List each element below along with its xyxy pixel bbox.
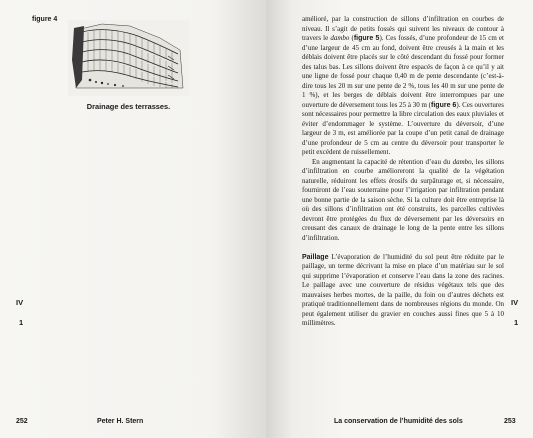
figure-label: figure 4 (32, 16, 58, 23)
terrace-drawing (68, 20, 189, 96)
figure-reference: figure 6 (431, 101, 457, 109)
paragraph-text: amélioré, par la construction de sillons d’infiltration en courbes de niveau. Il s’agit de petits fossés qui suivent les niveaux de contour à travers le (302, 15, 504, 42)
paragraph-text: ). Ces fossés, d’une profondeur de 15 cm et d’une largeur de 45 cm au fond, doivent être creusés à la main et les déblais doivent être placés sur le côté descendant du fossé pour former des talus bas. Les sillons doivent être espacés de façon à ce qu’il y ait une ligne de fossé pour chaque 0,40 m de pente descendante (c’est-à-dire tous les 20 m sur une pente de 2 %, tous les 40 m sur une pente de 1 %), et les berges de déblais doivent être interrompues par une ouverture de déversement tous les 25 à 30 m ( (302, 34, 504, 109)
paragraph-paillage (302, 253, 504, 329)
figure-caption: Drainage des terrasses. (86, 102, 171, 111)
paragraph-text: ). Ces ouvertures sont nécessaires pour permettre la libre circulation des eaux pluviales et éviter d’endommager le système. L’ouverture du déversoir, d’une largeur de 3 m, est améliorée par la coupe d’un petit canal de drainage d’une profondeur de 5 cm au centre du déversoir pour transporter le petit excédent de ruissellement. (302, 100, 504, 156)
run-in-heading: Paillage (302, 253, 329, 261)
body-text (302, 15, 504, 329)
margin-mark-chapter: 1 (514, 318, 519, 327)
italic-term: dambo (330, 34, 350, 42)
left-page (0, 0, 266, 438)
running-head-title: La conservation de l’humidité des sols (334, 418, 463, 425)
italic-term: dambo (452, 157, 472, 166)
page-number-right: 253 (504, 418, 516, 425)
running-head-author: Peter H. Stern (97, 418, 144, 425)
paragraph-text: , les sillons d’infiltration en courbe amélioreront la qualité de la végétation naturelle, réduiront les effets érosifs du surpâturage et, si nécessaire, fourniront de l’eau souterraine pour l’irrigation par infiltration pendant une bonne partie de la saison sèche. Si la culture doit être entreprise là où des sillons d’infiltration ont été construits, les parcelles cultivées devront être protégées du flux de déversement par les déversoirs en creusant des canaux de drainage le long de la pente entre les sillons d’infiltration. (302, 157, 504, 242)
margin-mark-part: IV (511, 298, 519, 307)
paragraph-sillons (302, 15, 504, 158)
page-number-left: 252 (16, 418, 28, 425)
paragraph-retention (302, 158, 504, 244)
right-page (266, 0, 533, 438)
paragraph-text: ( (349, 34, 354, 42)
terrace-drainage-illustration (68, 20, 189, 96)
margin-mark-part: IV (16, 298, 24, 307)
figure-reference: figure 5 (353, 35, 380, 42)
paragraph-text: L’évaporation de l’humidité du sol peut être réduite par le paillage, un terme décrivant la mise en place d’un matériau sur le sol qui supprime l’évaporation et conserve l’eau dans la zone des racines. Le paillage avec une couverture de résidus végétaux tels que des mauvaises herbes mortes, de la paille, du foin ou d’autres déchets est pratiqué traditionnellement dans de nombreuses régions du monde. On peut également utiliser du gravier en couches aussi fines que 5 à 10 millimètres. (302, 252, 504, 327)
margin-mark-chapter: 1 (19, 318, 24, 327)
paragraph-text: En augmentant la capacité de rétention d’eau du (312, 157, 453, 166)
